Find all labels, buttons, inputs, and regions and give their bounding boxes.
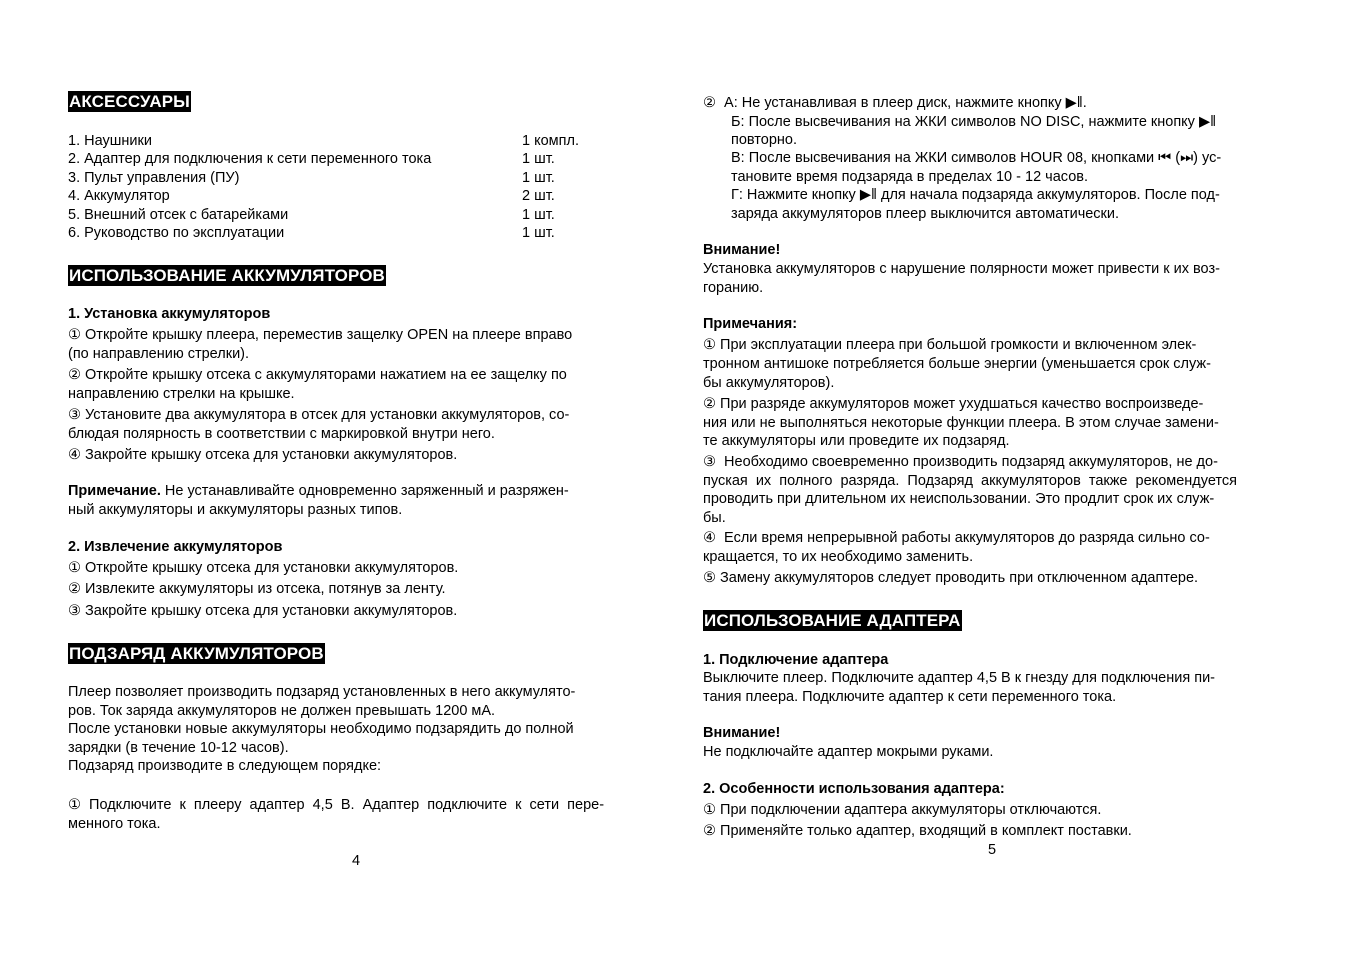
notes-line: ния или не выполняться некоторые функции плеера. В этом случае замени- <box>703 415 1219 431</box>
notes-line: ④ Если время непрерывной работы аккумуляторов до разряда сильно со- <box>703 530 1210 546</box>
step1-line: менного тока. <box>68 816 161 832</box>
step2-line: повторно. <box>731 132 798 148</box>
item-qty: 1 шт. <box>522 170 555 186</box>
step2-line: ② А: Не устанавливая в плеер диск, нажмите кнопку ▶‖. <box>703 95 1087 111</box>
warning2-title: Внимание! <box>703 725 781 741</box>
accessories-heading: АКСЕССУАРЫ <box>69 92 190 111</box>
notes-title: Примечания: <box>703 316 798 332</box>
connect-line: тания плеера. Подключите адаптер к сети переменного тока. <box>703 689 1117 705</box>
remove-line: ③ Закройте крышку отсека для установки аккумуляторов. <box>68 603 458 619</box>
item-name: 5. Внешний отсек с батарейками <box>68 207 289 223</box>
install-line: блюдая полярность в соответствии с маркировкой внутри него. <box>68 426 495 442</box>
page-number: 5 <box>988 842 997 858</box>
install-line: ① Откройте крышку плеера, переместив защелку OPEN на плеере вправо <box>68 327 573 343</box>
features-line: ② Применяйте только адаптер, входящий в комплект поставки. <box>703 823 1132 839</box>
remove-line: ① Откройте крышку отсека для установки аккумуляторов. <box>68 560 459 576</box>
item-name: 3. Пульт управления (ПУ) <box>68 170 240 186</box>
notes-line: ③ Необходимо своевременно производить подзаряд аккумуляторов, не до- <box>703 454 1218 470</box>
notes-line: тронном антишоке потребляется больше энергии (уменьшается срок служ- <box>703 356 1211 372</box>
warning2-text: Не подключайте адаптер мокрыми руками. <box>703 744 994 760</box>
install-line: направлению стрелки на крышке. <box>68 386 295 402</box>
list-item <box>68 187 647 206</box>
connect-title: 1. Подключение адаптера <box>703 652 889 668</box>
item-name: 4. Аккумулятор <box>68 188 170 204</box>
warning1-title: Внимание! <box>703 242 781 258</box>
features-title: 2. Особенности использования адаптера: <box>703 781 1005 797</box>
warning1-line: Установка аккумуляторов с нарушение полярности может привести к их воз- <box>703 261 1220 277</box>
remove-line: ② Извлеките аккумуляторы из отсека, потянув за ленту. <box>68 581 446 597</box>
notes-line: ② При разряде аккумуляторов может ухудшаться качество воспроизведе- <box>703 396 1204 412</box>
install-line: (по направлению стрелки). <box>68 346 250 362</box>
item-qty: 1 компл. <box>522 133 579 149</box>
item-name: 1. Наушники <box>68 133 152 149</box>
item-name: 6. Руководство по эксплуатации <box>68 225 285 241</box>
list-item <box>68 169 647 188</box>
item-qty: 2 шт. <box>522 188 555 204</box>
note-paragraph <box>68 482 569 501</box>
notes-line: проводить при длительном их неиспользовании. Это продлит срок их служ- <box>703 491 1215 507</box>
step1-line: ① Подключите к плееру адаптер 4,5 В. Адаптер подключите к сети пере- <box>68 797 605 813</box>
features-line: ① При подключении адаптера аккумуляторы отключаются. <box>703 802 1102 818</box>
list-item <box>68 224 647 243</box>
notes-line: пуская их полного разряда. Подзаряд аккумуляторов также рекомендуется <box>703 473 1238 489</box>
notes-line: ⑤ Замену аккумуляторов следует проводить при отключенном адаптере. <box>703 570 1199 586</box>
connect-line: Выключите плеер. Подключите адаптер 4,5 В к гнезду для подключения пи- <box>703 670 1215 686</box>
charge-line: зарядки (в течение 10-12 часов). <box>68 740 289 756</box>
charge-line: ров. Ток заряда аккумуляторов не должен превышать 1200 мА. <box>68 703 496 719</box>
item-qty: 1 шт. <box>522 225 555 241</box>
install-line: ④ Закройте крышку отсека для установки аккумуляторов. <box>68 447 458 463</box>
item-name: 2. Адаптер для подключения к сети переменного тока <box>68 151 432 167</box>
list-item <box>68 132 647 151</box>
notes-line: ① При эксплуатации плеера при большой громкости и включенном элек- <box>703 337 1197 353</box>
install-line: ② Откройте крышку отсека с аккумуляторами нажатием на ее защелку по <box>68 367 567 383</box>
page-number: 4 <box>352 853 361 869</box>
step2-line: Г: Нажмите кнопку ▶‖ для начала подзаряда аккумуляторов. После под- <box>731 187 1220 203</box>
note-text: Не устанавливайте одновременно заряженный и разряжен- <box>160 483 569 499</box>
list-item <box>68 150 647 169</box>
notes-line: кращается, то их необходимо заменить. <box>703 549 974 565</box>
notes-line: бы аккумуляторов). <box>703 375 835 391</box>
warning1-line: горанию. <box>703 280 764 296</box>
notes-line: бы. <box>703 510 726 526</box>
step2-line: В: После высвечивания на ЖКИ символов HOUR 08, кнопками ⏮ (⏭) ус- <box>731 150 1222 166</box>
note-text: ный аккумуляторы и аккумуляторы разных типов. <box>68 502 403 518</box>
step2-line: Б: После высвечивания на ЖКИ символов NO DISC, нажмите кнопку ▶‖ <box>731 114 1217 130</box>
battery-use-heading: ИСПОЛЬЗОВАНИЕ АККУМУЛЯТОРОВ <box>69 266 385 285</box>
charge-line: После установки новые аккумуляторы необходимо подзарядить до полной <box>68 721 574 737</box>
note-label: Примечание. <box>68 483 161 499</box>
charge-heading: ПОДЗАРЯД АККУМУЛЯТОРОВ <box>69 644 324 663</box>
charge-line: Плеер позволяет производить подзаряд установленных в него аккумулято- <box>68 684 576 700</box>
charge-line: Подзаряд производите в следующем порядке: <box>68 758 382 774</box>
install-title: 1. Установка аккумуляторов <box>68 306 271 322</box>
step2-line: заряда аккумуляторов плеер выключится автоматически. <box>731 206 1120 222</box>
item-qty: 1 шт. <box>522 207 555 223</box>
step2-line: тановите время подзаряда в пределах 10 - 12 часов. <box>731 169 1088 185</box>
notes-line: те аккумуляторы или проведите их подзаряд. <box>703 433 1010 449</box>
install-line: ③ Установите два аккумулятора в отсек для установки аккумуляторов, со- <box>68 407 570 423</box>
remove-title: 2. Извлечение аккумуляторов <box>68 539 283 555</box>
adapter-heading: ИСПОЛЬЗОВАНИЕ АДАПТЕРА <box>704 611 961 630</box>
list-item <box>68 206 647 225</box>
item-qty: 1 шт. <box>522 151 555 167</box>
